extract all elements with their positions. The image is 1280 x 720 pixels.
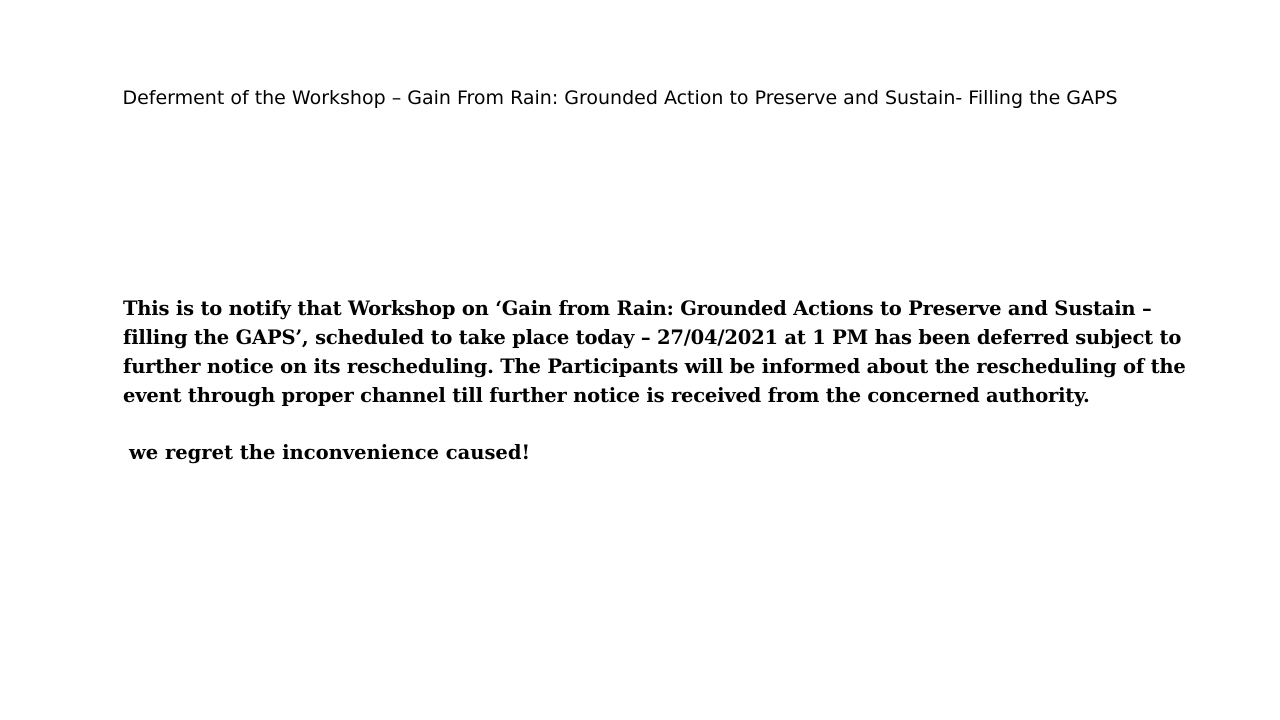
- notice-paragraph: This is to notify that Workshop on ‘Gain from Rain: Grounded Actions to Preserve and Sustain – filling the GAPS’, scheduled to take place today – 27/04/2021 at 1 PM has been deferred subject to further notice on its rescheduling. The Participants will be informed about the rescheduling of the event through proper channel till further notice is received from the concerned authority.: [123, 297, 1186, 407]
- notice-body: [123, 294, 1218, 410]
- closing-message: we regret the inconvenience caused!: [129, 441, 531, 464]
- slide-title: Deferment of the Workshop – Gain From Rain: Grounded Action to Preserve and Sustain- Filling the GAPS: [122, 87, 1118, 109]
